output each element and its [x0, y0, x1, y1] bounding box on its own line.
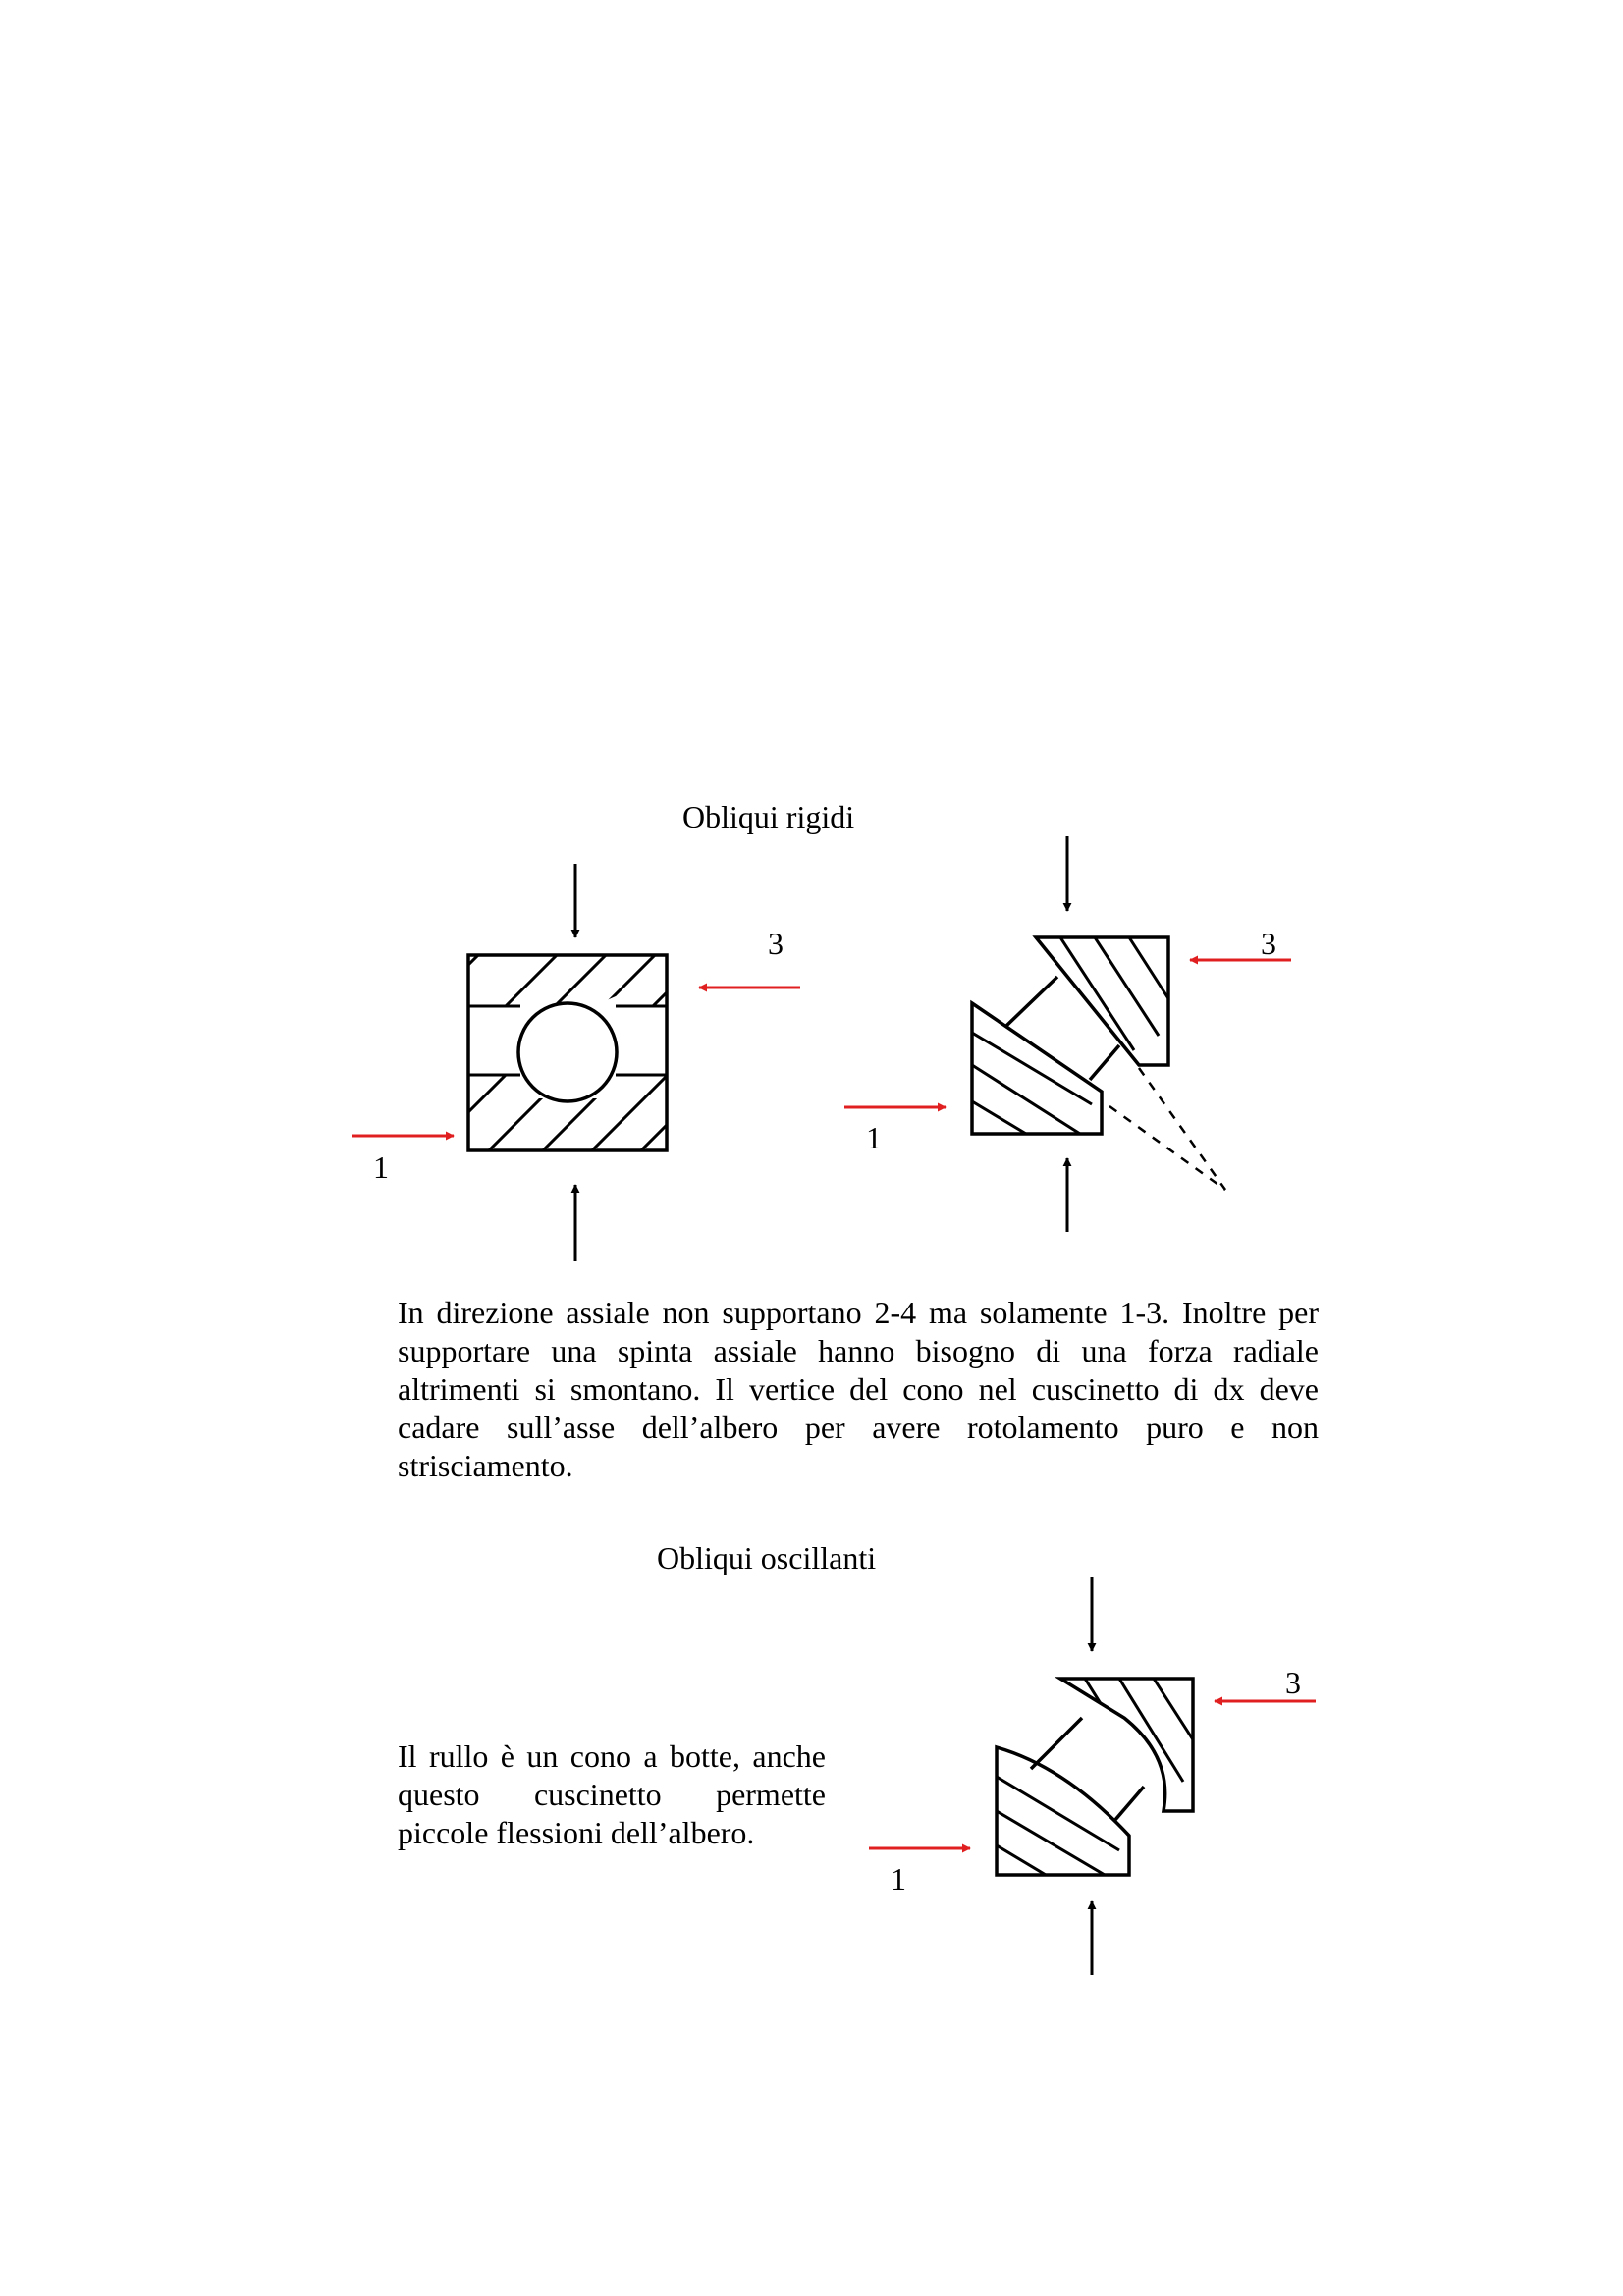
section-heading-obliqui-rigidi: Obliqui rigidi: [682, 799, 855, 834]
axial-label-1: 1: [866, 1120, 882, 1155]
axial-label-1: 1: [373, 1149, 389, 1185]
paragraph-obliqui-oscillanti: Il rullo è un cono a botte, anche questo cuscinetto permette piccole flessioni dell’albero.: [398, 1738, 826, 1850]
axial-label-1: 1: [891, 1861, 906, 1896]
ball-bearing-figure: [352, 864, 800, 1261]
section-heading-obliqui-oscillanti: Obliqui oscillanti: [657, 1540, 877, 1575]
ball-rolling-element: [518, 1003, 617, 1101]
tapered-roller-figure: [844, 836, 1291, 1232]
spherical-roller-figure: [869, 1577, 1316, 1975]
paragraph-obliqui-rigidi: In direzione assiale non supportano 2-4 ma solamente 1-3. Inoltre per supportare una spinta assiale hanno bisogno di una forza radiale altrimenti si smontano. Il vertice del cono nel cuscinetto di dx deve cadare sull’asse dell’albero per avere rotolamento puro e non strisciamento.: [398, 1295, 1319, 1483]
axial-label-3: 3: [1261, 926, 1276, 961]
axial-label-3: 3: [768, 926, 784, 961]
axial-label-3: 3: [1285, 1665, 1301, 1700]
